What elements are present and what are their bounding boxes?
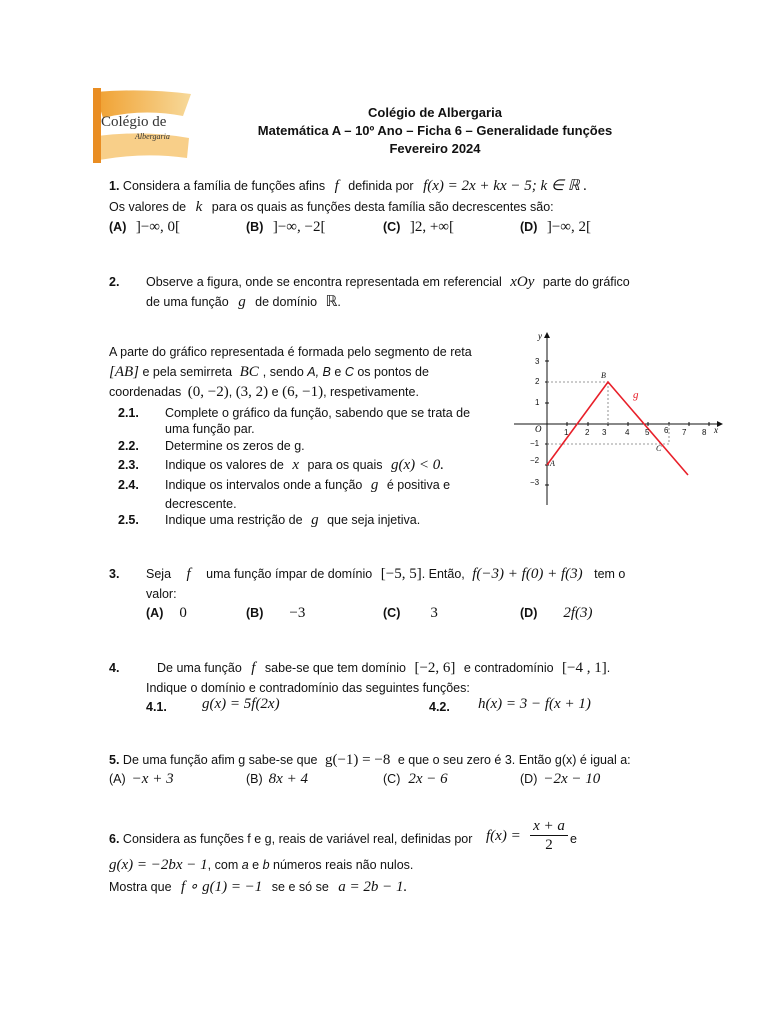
- q6-denominator: 2: [545, 837, 553, 853]
- q4-1-number: 4.1.: [146, 700, 167, 714]
- y-tick-neg2: −2: [530, 456, 540, 465]
- q2-3-number: 2.3.: [118, 458, 139, 472]
- q2-1-number: 2.1.: [118, 406, 139, 420]
- q2-4-line1: Indique os intervalos onde a função g é positiva e: [165, 477, 451, 493]
- sheet-title: Matemática A – 10º Ano – Ficha 6 – Generalidade funções: [257, 123, 613, 138]
- x-tick-7: 7: [682, 428, 687, 437]
- q2-5-text: Indique uma restrição de g que seja injetiva.: [165, 512, 421, 528]
- q6-fraction: [530, 818, 568, 854]
- q4-line2: Indique o domínio e contradomínio das seguintes funções:: [146, 681, 470, 695]
- q5-line1: 5. De uma função afim g sabe-se que g(−1) = −8 e que o seu zero é 3. Então g(x) é igual a:: [109, 752, 631, 768]
- y-tick-neg1: −1: [530, 439, 540, 448]
- q4-1-expr: g(x) = 5f(2x): [202, 696, 280, 712]
- q2-desc-line1: A parte do gráfico representada é formada pelo segmento de reta: [109, 345, 472, 359]
- y-axis-label: y: [538, 331, 542, 341]
- x-tick-1: 1: [564, 428, 569, 437]
- school-name: Colégio de Albergaria: [368, 105, 502, 120]
- q3-option-b[interactable]: (B) −3: [246, 605, 306, 621]
- q1-line2: Os valores de k para os quais as funções desta família são decrescentes são:: [109, 199, 554, 215]
- q1-option-c[interactable]: (C) ]2, +∞[: [383, 219, 454, 235]
- point-label-c: C: [656, 444, 662, 453]
- q2-4-line2: decrescente.: [165, 497, 237, 511]
- q2-3-text: Indique os valores de x para os quais g(x) < 0.: [165, 457, 445, 473]
- q2-5-number: 2.5.: [118, 513, 139, 527]
- q1-option-d[interactable]: (D) ]−∞, 2[: [520, 219, 591, 235]
- sheet-date: Fevereiro 2024: [389, 141, 481, 156]
- q6-and: e: [570, 832, 577, 846]
- q2-number: 2.: [109, 275, 120, 289]
- q5-option-b[interactable]: (B) 8x + 4: [246, 771, 308, 787]
- q2-line2: de uma função g de domínio ℝ.: [146, 294, 341, 310]
- q5-option-c[interactable]: (C) 2x − 6: [383, 771, 448, 787]
- q3-option-c[interactable]: (C) 3: [383, 605, 438, 621]
- q6-fx: f(x) =: [486, 828, 521, 844]
- q6-line1: 6. Considera as funções f e g, reais de variável real, definidas por: [109, 832, 473, 846]
- x-axis-label: x: [714, 425, 718, 435]
- q2-1-line2: uma função par.: [165, 422, 255, 436]
- q5-option-a[interactable]: (A) −x + 3: [109, 771, 174, 787]
- q4-line1: De uma função f sabe-se que tem domínio [−2, 6] e contradomínio [−4 , 1].: [157, 660, 611, 676]
- logo-text-1: Colégio de: [101, 114, 167, 130]
- q2-2-text: Determine os zeros de g.: [165, 439, 305, 453]
- point-label-a: A: [550, 459, 555, 468]
- y-tick-neg3: −3: [530, 478, 540, 487]
- q2-2-number: 2.2.: [118, 439, 139, 453]
- q2-desc-line3: coordenadas (0, −2), (3, 2) e (6, −1), respetivamente.: [109, 384, 419, 400]
- logo-text-2: Albergaria: [135, 132, 170, 141]
- x-tick-5: 5: [645, 428, 650, 437]
- q3-number: 3.: [109, 567, 120, 581]
- q3-line2: valor:: [146, 587, 177, 601]
- x-tick-4: 4: [625, 428, 630, 437]
- q2-line1: Observe a figura, onde se encontra representada em referencial xOy parte do gráfico: [146, 274, 630, 290]
- function-graph: [508, 325, 728, 510]
- q6-line3: Mostra que f ∘ g(1) = −1 se e só se a = 2b − 1.: [109, 879, 408, 895]
- x-tick-2: 2: [585, 428, 590, 437]
- y-tick-2: 2: [535, 377, 540, 386]
- q4-2-number: 4.2.: [429, 700, 450, 714]
- q6-numerator: x + a: [530, 818, 568, 836]
- curve-label-g: g: [633, 389, 639, 401]
- q3-option-d[interactable]: (D) 2f(3): [520, 605, 593, 621]
- q1-option-a[interactable]: (A) ]−∞, 0[: [109, 219, 180, 235]
- q2-4-number: 2.4.: [118, 478, 139, 492]
- origin-label: O: [535, 424, 542, 434]
- q1-option-b[interactable]: (B) ]−∞, −2[: [246, 219, 326, 235]
- q4-2-expr: h(x) = 3 − f(x + 1): [478, 696, 591, 712]
- q1-line1: 1. Considera a família de funções afins f definida por f(x) = 2x + kx − 5; k ∈ ℝ .: [109, 178, 588, 194]
- q4-number: 4.: [109, 661, 120, 675]
- q3-line1: Seja f uma função ímpar de domínio [−5, 5]. Então, f(−3) + f(0) + f(3) tem o: [146, 566, 626, 582]
- school-logo: [93, 88, 193, 163]
- y-tick-1: 1: [535, 398, 540, 407]
- x-tick-3: 3: [602, 428, 607, 437]
- y-tick-3: 3: [535, 357, 540, 366]
- q5-option-d[interactable]: (D) −2x − 10: [520, 771, 601, 787]
- x-tick-6: 6: [664, 426, 669, 435]
- x-tick-8: 8: [702, 428, 707, 437]
- q3-option-a[interactable]: (A) 0: [146, 605, 187, 621]
- q6-line2: g(x) = −2bx − 1, com a e b números reais não nulos.: [109, 857, 414, 873]
- q2-desc-line2: [AB] e pela semirreta BC , sendo A, B e C os pontos de: [109, 364, 429, 380]
- point-label-b: B: [601, 371, 606, 380]
- q2-1-line1: Complete o gráfico da função, sabendo que se trata de: [165, 406, 471, 420]
